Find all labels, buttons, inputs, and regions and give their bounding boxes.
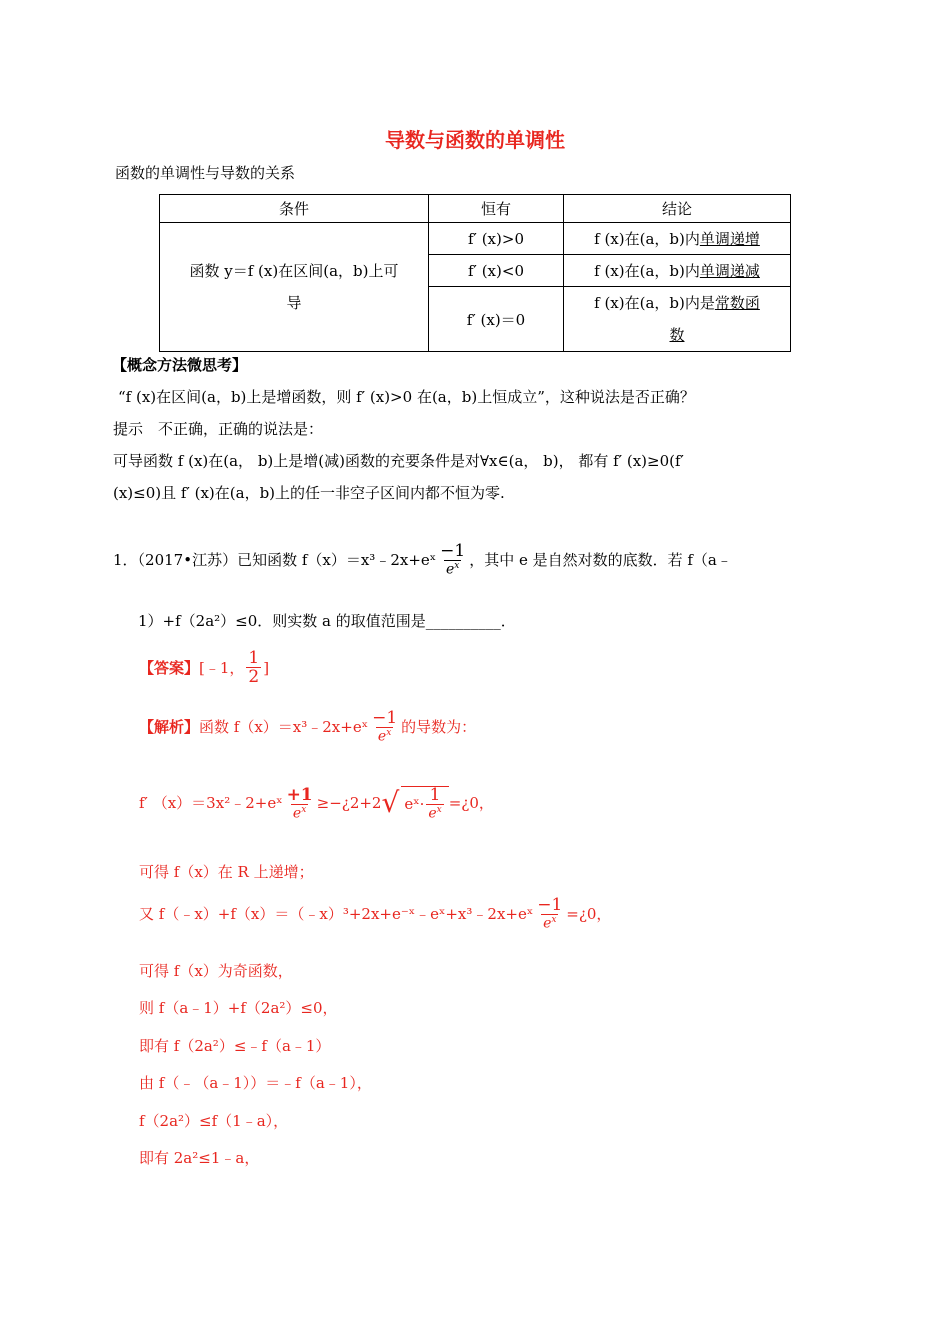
sqrt-icon: √ [381, 786, 400, 820]
analysis-step: f（2a²）≤f（1﹣a）， [139, 1112, 289, 1130]
header-conclusion: 结论 [564, 195, 791, 223]
row2-concl-underlined: 单调递减 [699, 262, 760, 280]
problem-line2: 1）+f（2a²）≤0．则实数 a 的取值范围是__________． [138, 612, 516, 630]
row2-concl-prefix: f (x)在(a，b)内 [594, 262, 700, 280]
analysis-step: 可得 f（x）为奇函数， [139, 962, 293, 980]
analysis-line1-suffix: 的导数为： [401, 717, 477, 736]
concept-heading: 【概念方法微思考】 [112, 356, 248, 374]
analysis-line1 [139, 710, 476, 744]
analysis-line2-fraction: $\frac{+1}{e^x}$ [286, 784, 313, 822]
row2-conclusion [564, 255, 791, 287]
row3-conclusion [564, 287, 791, 352]
row1-cond: f′ (x)>0 [429, 223, 564, 255]
problem-frac-den: $e^x$ [445, 561, 460, 578]
page-title: 导数与函数的单调性 [385, 128, 565, 152]
analysis-label: 【解析】 [139, 717, 200, 736]
analysis-line2 [139, 786, 494, 821]
condition-line1: 函数 y＝f (x)在区间(a，b)上可 [189, 262, 399, 280]
problem-line1-suffix: ，其中 e 是自然对数的底数．若 f（a﹣ [469, 550, 732, 569]
answer-label: 【答案】 [139, 659, 200, 677]
analysis-line2-prefix: f′ （x）＝3x²﹣2+eˣ [139, 794, 283, 813]
row3-concl-prefix: f (x)在(a，b)内是 [594, 294, 715, 312]
row3-cond: f′ (x)＝0 [429, 287, 564, 352]
row1-concl-prefix: f (x)在(a，b)内 [594, 230, 700, 248]
analysis-line1-fraction: $\frac{-1}{e^x}$ [372, 708, 398, 745]
row1-conclusion [564, 223, 791, 255]
answer-fraction [246, 650, 261, 686]
row2-cond: f′ (x)<0 [429, 255, 564, 287]
analysis-step: 即有 f（2a²）≤﹣f（a﹣1） [139, 1037, 331, 1055]
problem-line1-prefix: 1．（2017•江苏）已知函数 f（x）＝x³﹣2x+eˣ [113, 550, 437, 569]
concept-hint: 提示 不正确，正确的说法是： [113, 420, 324, 438]
concept-question: “f (x)在区间(a，b)上是增函数，则 f′ (x)>0 在(a，b)上恒成立”，这种说法是否正确？ [118, 388, 695, 406]
analysis-line4-prefix: 又 f（﹣x）+f（x）＝（﹣x）³+2x+e⁻ˣ﹣eˣ+x³﹣2x+eˣ [139, 904, 534, 923]
analysis-step: 由 f（﹣（a﹣1））＝﹣f（a﹣1）， [139, 1074, 372, 1092]
answer-line [139, 650, 269, 686]
header-always: 恒有 [429, 195, 564, 223]
analysis-line2-suffix: =¿0， [448, 794, 494, 813]
condition-cell [160, 223, 429, 352]
header-condition: 条件 [160, 195, 429, 223]
analysis-line4-suffix: =¿0， [566, 904, 612, 923]
analysis-line4-fraction: $\frac{-1}{e^x}$ [537, 895, 563, 932]
analysis-line3: 可得 f（x）在 R 上递增； [139, 863, 314, 881]
relation-table [159, 194, 791, 352]
analysis-sqrt-content: eˣ· $\frac{1}{e^x}$ [401, 786, 448, 821]
problem-line1 [113, 543, 732, 577]
concept-answer-line2: (x)≤0)且 f′ (x)在(a，b)上的任一非空子区间内都不恒为零. [113, 484, 505, 502]
answer-frac-den: 2 [248, 667, 260, 687]
condition-line2: 导 [286, 294, 302, 312]
answer-prefix: [﹣1， [199, 659, 245, 677]
intro-text: 函数的单调性与导数的关系 [115, 164, 296, 182]
analysis-line1-prefix: 函数 f（x）＝x³﹣2x+eˣ [199, 717, 369, 736]
analysis-line2-mid: ≥−¿2+2 [316, 794, 382, 813]
answer-suffix: ] [263, 659, 270, 677]
answer-frac-num: 1 [248, 648, 260, 668]
analysis-step: 即有 2a²≤1﹣a， [139, 1149, 260, 1167]
analysis-line4 [139, 897, 611, 931]
row1-concl-underlined: 单调递增 [699, 230, 760, 248]
row3-concl-underlined-2: 数 [669, 326, 685, 344]
row3-concl-underlined: 常数函 [714, 294, 760, 312]
problem-fraction [438, 543, 467, 577]
problem-frac-num: −1 [440, 541, 466, 561]
analysis-step: 则 f（a﹣1）+f（2a²）≤0， [139, 999, 338, 1017]
concept-answer-line1: 可导函数 f (x)在(a， b)上是增(减)函数的充要条件是对∀x∈(a， b)， 都有 f′ (x)≥0(f′ [113, 452, 684, 470]
